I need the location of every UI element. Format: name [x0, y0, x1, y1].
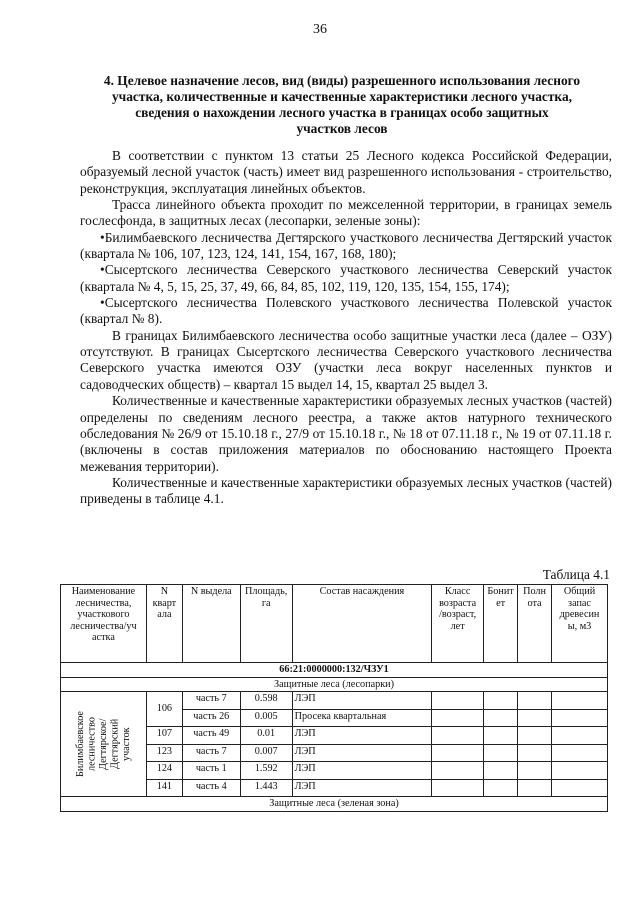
heading-line: 4. Целевое назначение лесов, вид (виды) разрешенного использования лесного	[103, 73, 581, 88]
bonitet-cell	[484, 709, 518, 727]
column-header: Полн ота	[518, 585, 552, 663]
bullet-item: •Сысертского лесничества Северского участкового лесничества Северский участок (квартала № 4, 5, 15, 25, 37, 49, 66, 84, 85, 102, 119, 120, 135, 154, 155, 174);	[80, 262, 612, 294]
column-header: N кварт ала	[146, 585, 182, 663]
composition-cell: ЛЭП	[292, 692, 431, 710]
density-cell	[518, 727, 552, 745]
density-cell	[518, 692, 552, 710]
column-header: N выдела	[182, 585, 240, 663]
composition-cell: ЛЭП	[292, 779, 431, 797]
paragraph: Количественные и качественные характеристики образуемых лесных участков (частей) определены по сведениям лесного реестра, а также актов натурного технического обследования № 26/9 от 15.10.18 г., 27/9 от 15.10.18 г., № 18 от 07.11.18 г., № 19 от 07.11.18 г. (включены в состав приложения материалов по обоснованию настоящего Проекта межевания территории).	[80, 393, 612, 474]
density-cell	[518, 744, 552, 762]
volume-cell	[552, 762, 608, 780]
cadastral-row	[61, 663, 608, 678]
volume-cell	[552, 727, 608, 745]
section-row	[61, 677, 608, 692]
forestry-name: Билимбаевское лесничество Дегтярское/ Дегтярский участок	[74, 711, 132, 777]
age-cell	[432, 692, 484, 710]
paragraph: В соответствии с пунктом 13 статьи 25 Лесного кодекса Российской Федерации, образуемый лесной участок (часть) имеет вид разрешенного использования - строительство, реконструкция, эксплуатация линейных объектов.	[80, 148, 612, 196]
heading-line: участка, количественные и качественные характеристики лесного участка,	[111, 89, 572, 104]
age-cell	[432, 727, 484, 745]
body-text	[80, 148, 612, 508]
paragraph: Трасса линейного объекта проходит по межселенной территории, в границах земель гослесфонда, в защитных лесах (лесопарки, зеленые зоны):	[80, 197, 612, 229]
plot-cell: часть 4	[182, 779, 240, 797]
composition-cell: ЛЭП	[292, 762, 431, 780]
age-cell	[432, 762, 484, 780]
composition-cell: Просека квартальная	[292, 709, 431, 727]
area-cell: 0.01	[240, 727, 292, 745]
composition-cell: ЛЭП	[292, 727, 431, 745]
bonitet-cell	[484, 727, 518, 745]
quarter-cell: 123	[146, 744, 182, 762]
column-header: Наименование лесничества, участкового лесничества/уч астка	[61, 585, 147, 663]
section-label: Защитные леса (лесопарки)	[61, 677, 608, 692]
quarter-cell: 107	[146, 727, 182, 745]
plot-cell: часть 49	[182, 727, 240, 745]
area-cell: 1.443	[240, 779, 292, 797]
table-header-row	[61, 585, 608, 663]
paragraph: В границах Билимбаевского лесничества особо защитные участки леса (далее – ОЗУ) отсутствуют. В границах Сысертского лесничества Северского участкового лесничества Северского участка имеются ОЗУ (участки леса вокруг населенных пунктов и садоводческих обществ) – квартал 15 выдел 14, 15, квартал 25 выдел 3.	[80, 327, 612, 392]
quarter-cell: 141	[146, 779, 182, 797]
age-cell	[432, 779, 484, 797]
volume-cell	[552, 779, 608, 797]
heading-line: сведения о нахождении лесного участка в границах особо защитных	[135, 105, 549, 120]
density-cell	[518, 709, 552, 727]
plot-cell: часть 7	[182, 692, 240, 710]
bullet-item: •Сысертского лесничества Полевского участкового лесничества Полевской участок (квартал № 8).	[80, 295, 612, 327]
bonitet-cell	[484, 762, 518, 780]
column-header: Бонит ет	[484, 585, 518, 663]
heading-line: участков лесов	[296, 121, 388, 136]
paragraph: Количественные и качественные характеристики образуемых лесных участков (частей) приведены в таблице 4.1.	[80, 474, 612, 507]
age-cell	[432, 744, 484, 762]
bonitet-cell	[484, 779, 518, 797]
page-number: 36	[313, 22, 327, 37]
forestry-name-cell	[61, 692, 147, 797]
forest-plot-table	[60, 584, 608, 812]
bullet-item: •Билимбаевского лесничества Дегтярского участкового лесничества Дегтярский участок (квартала № 106, 107, 123, 124, 141, 154, 167, 168, 180);	[80, 229, 612, 262]
column-header: Общий запас древесин ы, м3	[552, 585, 608, 663]
plot-cell: часть 1	[182, 762, 240, 780]
section-label: Защитные леса (зеленая зона)	[61, 797, 608, 812]
quarter-cell: 106	[146, 692, 182, 727]
column-header: Состав насаждения	[292, 585, 431, 663]
volume-cell	[552, 709, 608, 727]
composition-cell: ЛЭП	[292, 744, 431, 762]
quarter-cell: 124	[146, 762, 182, 780]
cadastral-number: 66:21:0000000:132/ЧЗУ1	[61, 663, 608, 678]
age-cell	[432, 709, 484, 727]
density-cell	[518, 762, 552, 780]
section-heading	[72, 73, 612, 137]
column-header: Класс возраста /возраст, лет	[432, 585, 484, 663]
area-cell: 1.592	[240, 762, 292, 780]
column-header: Площадь, га	[240, 585, 292, 663]
table-caption: Таблица 4.1	[542, 567, 610, 582]
plot-cell: часть 7	[182, 744, 240, 762]
bonitet-cell	[484, 744, 518, 762]
plot-cell: часть 26	[182, 709, 240, 727]
table-row	[61, 692, 608, 710]
volume-cell	[552, 692, 608, 710]
area-cell: 0.598	[240, 692, 292, 710]
density-cell	[518, 779, 552, 797]
section-row	[61, 797, 608, 812]
volume-cell	[552, 744, 608, 762]
bonitet-cell	[484, 692, 518, 710]
area-cell: 0.007	[240, 744, 292, 762]
area-cell: 0.005	[240, 709, 292, 727]
